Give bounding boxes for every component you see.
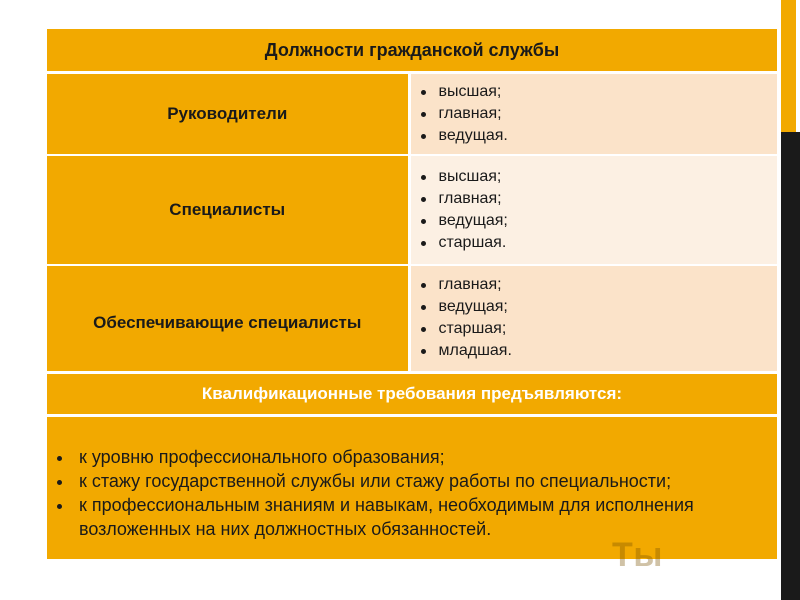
category-support-specialists: Обеспечивающие специалисты [47, 265, 409, 373]
table-header-title: Должности гражданской службы [264, 39, 560, 60]
levels-cell-support-specialists [409, 265, 777, 373]
requirements-body-cell [47, 416, 777, 560]
table-row-managers [47, 73, 777, 155]
table-row-support-specialists [47, 265, 777, 373]
list-item: старшая. [439, 232, 778, 254]
levels-list-managers [411, 81, 778, 147]
requirements-title-cell [47, 373, 777, 416]
table-header-row [47, 29, 777, 73]
civil-service-table [47, 29, 777, 559]
requirements-title: Квалификационные требования предъявляются: [201, 384, 623, 403]
list-item: к стажу государственной службы или стажу работы по специальности; [79, 469, 737, 493]
category-managers: Руководители [47, 73, 409, 155]
requirements-list [47, 435, 777, 541]
decorative-side-bar-dark [781, 132, 800, 600]
list-item: к уровню профессионального образования; [79, 445, 737, 469]
list-item: старшая; [439, 318, 778, 340]
requirements-title-row [47, 373, 777, 416]
table-row-specialists [47, 155, 777, 265]
levels-list-specialists [411, 166, 778, 254]
decorative-side-bar-gold [781, 0, 796, 132]
list-item: к профессиональным знаниям и навыкам, необходимым для исполнения возложенных на них должностных обязанностей. [79, 493, 737, 541]
levels-cell-managers [409, 73, 777, 155]
list-item: ведущая. [439, 125, 778, 147]
list-item: высшая; [439, 166, 778, 188]
list-item: ведущая; [439, 296, 778, 318]
watermark-logo: Ты [612, 536, 664, 574]
category-specialists: Специалисты [47, 155, 409, 265]
list-item: младшая. [439, 340, 778, 362]
list-item: высшая; [439, 81, 778, 103]
levels-cell-specialists [409, 155, 777, 265]
table-header-cell [47, 29, 777, 73]
list-item: главная; [439, 103, 778, 125]
requirements-body-row [47, 416, 777, 560]
list-item: главная; [439, 188, 778, 210]
list-item: ведущая; [439, 210, 778, 232]
levels-list-support-specialists [411, 274, 778, 362]
list-item: главная; [439, 274, 778, 296]
